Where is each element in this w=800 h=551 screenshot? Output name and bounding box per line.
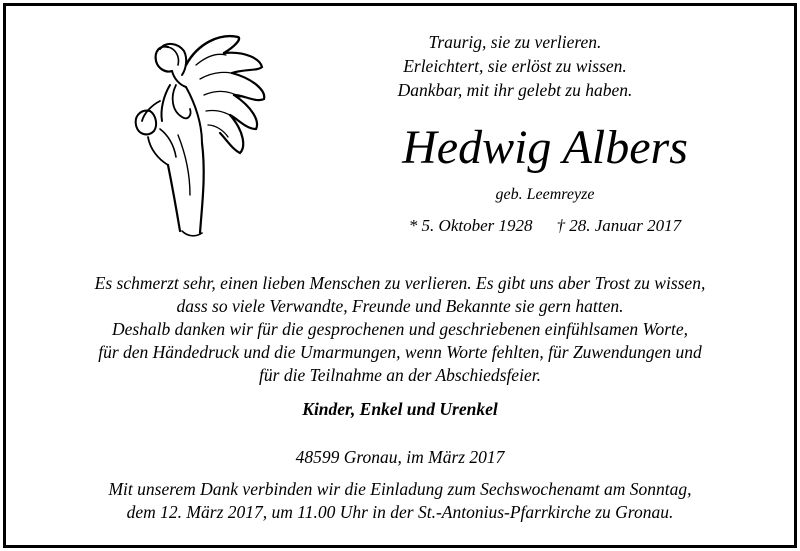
signers: Kinder, Enkel und Urenkel — [302, 399, 498, 419]
thank-you-message — [40, 272, 760, 387]
place-date: 48599 Gronau, im März 2017 — [295, 447, 505, 467]
birth-name: geb. Leemreyze — [495, 186, 595, 203]
angel-with-child-icon — [120, 25, 280, 250]
poem — [345, 30, 685, 102]
death-date: † 28. Januar 2017 — [556, 216, 682, 235]
invitation-line: dem 12. März 2017, um 11.00 Uhr in der St.-Antonius-Pfarrkirche zu Gronau. — [126, 502, 674, 522]
message-line: Es schmerzt sehr, einen lieben Menschen zu verlieren. Es gibt uns aber Trost zu wissen, — [94, 273, 706, 293]
poem-line: Traurig, sie zu verlieren. — [428, 32, 602, 52]
message-line: für die Teilnahme an der Abschiedsfeier. — [259, 365, 541, 385]
message-line: dass so viele Verwandte, Freunde und Bekannte sie gern hatten. — [176, 296, 624, 316]
life-dates — [380, 215, 710, 237]
poem-line: Erleichtert, sie erlöst zu wissen. — [403, 56, 627, 76]
poem-line: Dankbar, mit ihr gelebt zu haben. — [397, 80, 633, 100]
message-line: Deshalb danken wir für die gesprochenen und geschriebenen einfühlsamen Worte, — [111, 319, 689, 339]
deceased-name: Hedwig Albers — [402, 121, 688, 174]
invitation-line: Mit unserem Dank verbinden wir die Einladung zum Sechswochenamt am Sonntag, — [108, 479, 692, 499]
invitation — [40, 478, 760, 524]
birth-date: * 5. Oktober 1928 — [408, 216, 533, 235]
message-line: für den Händedruck und die Umarmungen, wenn Worte fehlten, für Zuwendungen und — [98, 342, 702, 362]
